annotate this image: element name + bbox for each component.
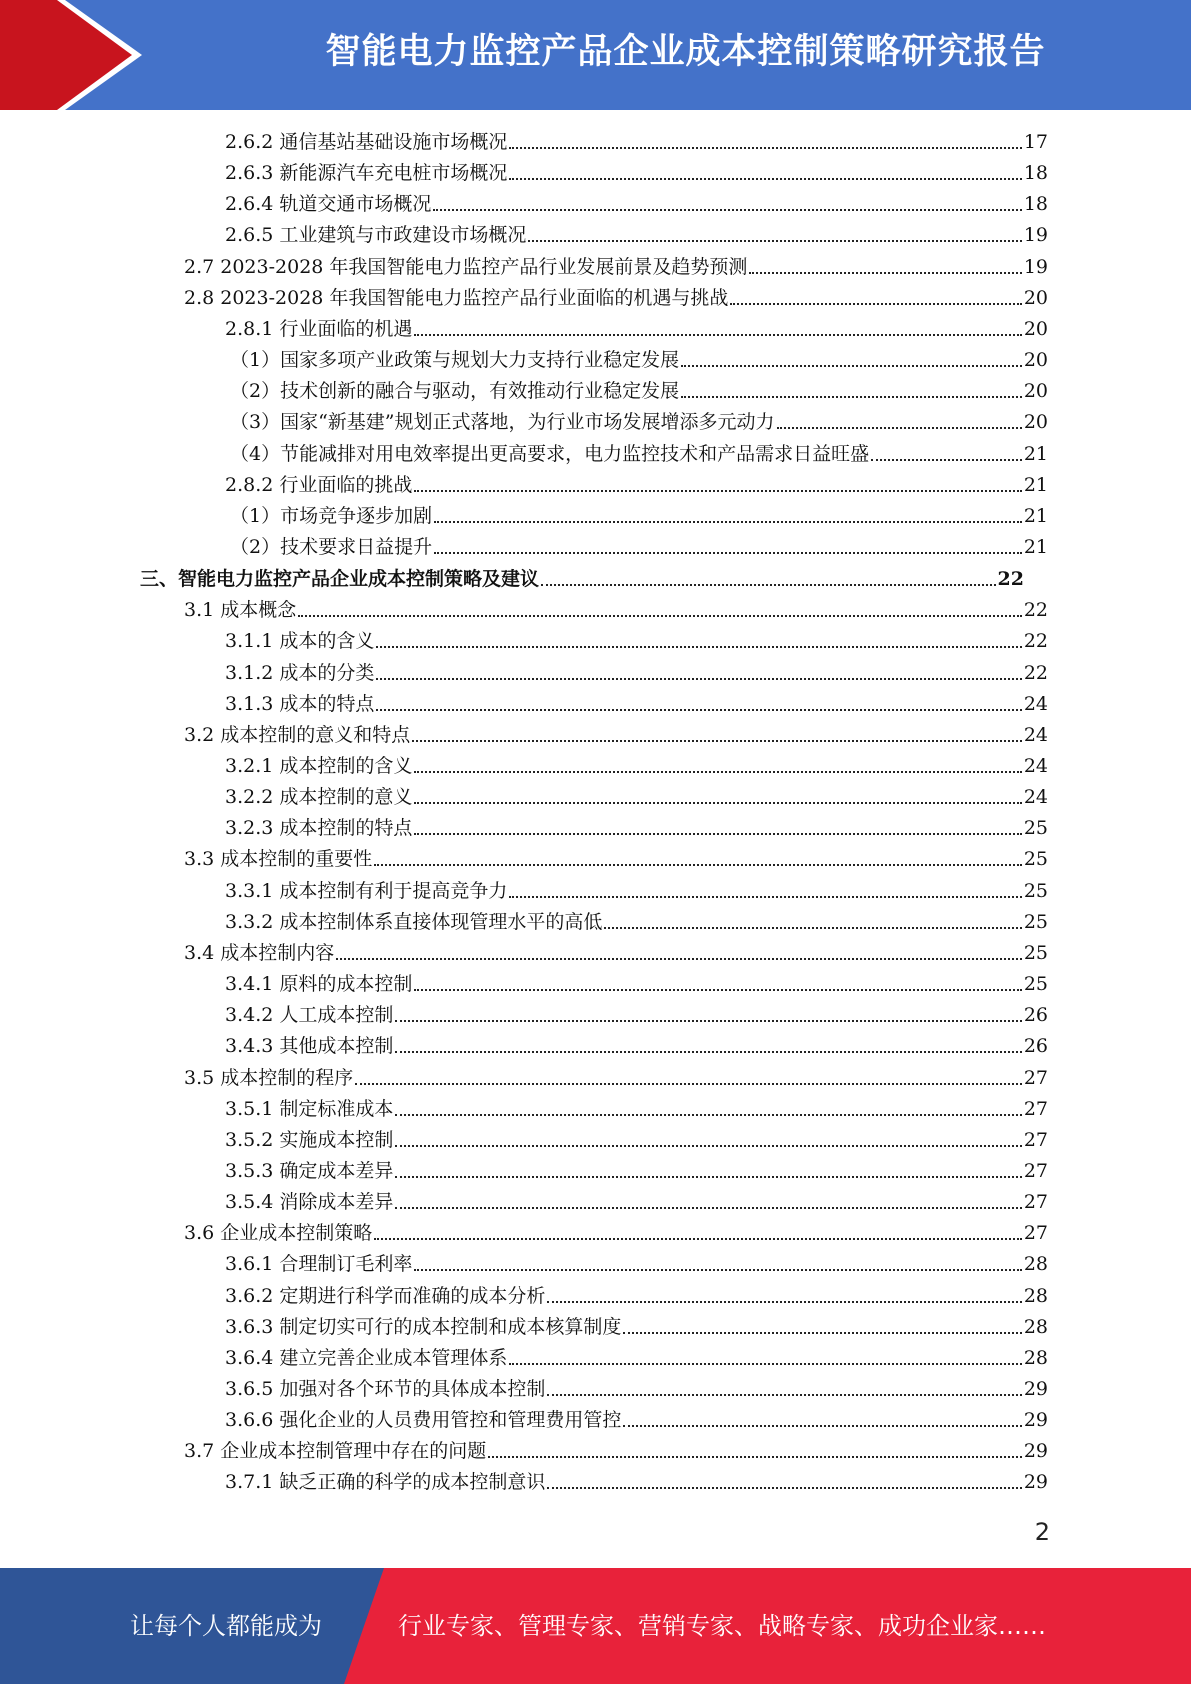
toc-entry-title: 3.5.4 消除成本差异 [225, 1191, 394, 1213]
toc-entry-page-number: 27 [1023, 1098, 1048, 1120]
toc-entry[interactable] [225, 1250, 1048, 1278]
toc-entry-page-number: 25 [1023, 973, 1048, 995]
toc-entry-page-number: 21 [1023, 474, 1048, 496]
toc-entry-title: 3.4 成本控制内容 [184, 942, 335, 964]
toc-leader-dots [414, 490, 1021, 492]
toc-leader-dots [298, 615, 1022, 617]
toc-entry-title: 2.8.1 行业面临的机遇 [225, 318, 413, 340]
toc-entry-page-number: 18 [1023, 162, 1048, 184]
toc-entry-page-number: 27 [1023, 1191, 1048, 1213]
toc-leader-dots [541, 584, 996, 586]
toc-entry-page-number: 28 [1023, 1253, 1048, 1275]
toc-leader-dots [433, 209, 1021, 211]
toc-leader-dots [730, 303, 1021, 305]
toc-entry[interactable] [230, 408, 1048, 436]
toc-entry-title: 3.1 成本概念 [184, 599, 297, 621]
toc-entry-title: 3.7 企业成本控制管理中存在的问题 [184, 1440, 487, 1462]
toc-leader-dots [376, 678, 1021, 680]
toc-entry-page-number: 22 [997, 568, 1024, 590]
toc-entry[interactable] [225, 1406, 1048, 1434]
toc-entry[interactable] [184, 721, 1048, 749]
toc-entry-page-number: 22 [1023, 630, 1048, 652]
toc-entry-page-number: 21 [1023, 443, 1048, 465]
toc-leader-dots [528, 240, 1021, 242]
toc-entry-title: 3.6.2 定期进行科学而准确的成本分析 [225, 1285, 546, 1307]
toc-entry-page-number: 20 [1023, 349, 1048, 371]
toc-leader-dots [681, 365, 1022, 367]
footer-slogan-left: 让每个人都能成为 [130, 1612, 322, 1640]
toc-entry-page-number: 27 [1023, 1222, 1048, 1244]
toc-leader-dots [414, 989, 1021, 991]
toc-entry-title: （1）国家多项产业政策与规划大力支持行业稳定发展 [230, 349, 680, 371]
toc-leader-dots [414, 334, 1021, 336]
toc-entry[interactable] [184, 845, 1048, 873]
toc-entry-page-number: 27 [1023, 1129, 1048, 1151]
toc-entry[interactable] [225, 690, 1048, 718]
toc-leader-dots [434, 521, 1022, 523]
toc-entry[interactable] [225, 128, 1048, 156]
toc-entry[interactable] [230, 346, 1048, 374]
toc-entry[interactable] [225, 908, 1048, 936]
toc-entry-title: 3.5 成本控制的程序 [184, 1067, 354, 1089]
toc-entry-title: 3.4.3 其他成本控制 [225, 1035, 394, 1057]
toc-entry[interactable] [230, 502, 1048, 530]
toc-entry-page-number: 25 [1023, 817, 1048, 839]
toc-leader-dots [412, 740, 1022, 742]
toc-leader-dots [374, 1238, 1022, 1240]
toc-entry-title: 3.2.2 成本控制的意义 [225, 786, 413, 808]
toc-entry-page-number: 20 [1023, 318, 1048, 340]
toc-entry[interactable] [225, 315, 1048, 343]
toc-entry-page-number: 21 [1023, 505, 1048, 527]
toc-entry[interactable] [225, 1157, 1048, 1185]
toc-entry[interactable] [184, 596, 1048, 624]
toc-leader-dots [374, 864, 1022, 866]
toc-entry-page-number: 20 [1023, 380, 1048, 402]
toc-entry-page-number: 20 [1023, 411, 1048, 433]
footer-banner [0, 1568, 1191, 1684]
toc-entry-page-number: 26 [1023, 1035, 1048, 1057]
toc-entry[interactable] [225, 1375, 1048, 1403]
toc-entry-page-number: 24 [1023, 755, 1048, 777]
toc-entry[interactable] [230, 533, 1048, 561]
toc-leader-dots [414, 833, 1021, 835]
toc-leader-dots [777, 427, 1022, 429]
toc-leader-dots [488, 1456, 1022, 1458]
toc-entry-page-number: 27 [1023, 1160, 1048, 1182]
toc-entry[interactable] [225, 1001, 1048, 1029]
toc-entry-title: 2.6.5 工业建筑与市政建设市场概况 [225, 224, 527, 246]
toc-entry-title: 3.6 企业成本控制策略 [184, 1222, 373, 1244]
toc-leader-dots [871, 459, 1022, 461]
toc-entry-title: 3.6.5 加强对各个环节的具体成本控制 [225, 1378, 546, 1400]
toc-leader-dots [376, 646, 1021, 648]
toc-entry-title: 三、智能电力监控产品企业成本控制策略及建议 [140, 568, 540, 590]
toc-entry-title: 3.1.2 成本的分类 [225, 662, 375, 684]
toc-entry-title: 2.6.2 通信基站基础设施市场概况 [225, 131, 508, 153]
toc-entry-title: 3.2.1 成本控制的含义 [225, 755, 413, 777]
toc-entry-page-number: 21 [1023, 536, 1048, 558]
toc-entry-title: （2）技术要求日益提升 [230, 536, 433, 558]
toc-entry-title: 3.5.1 制定标准成本 [225, 1098, 394, 1120]
toc-entry-title: 3.3 成本控制的重要性 [184, 848, 373, 870]
toc-entry[interactable] [184, 284, 1048, 312]
toc-entry[interactable] [184, 939, 1048, 967]
toc-leader-dots [604, 927, 1021, 929]
toc-entry-title: 3.4.1 原料的成本控制 [225, 973, 413, 995]
toc-entry[interactable] [225, 814, 1048, 842]
toc-entry-title: 3.1.3 成本的特点 [225, 693, 375, 715]
toc-leader-dots [547, 1394, 1021, 1396]
toc-entry-page-number: 19 [1023, 224, 1048, 246]
toc-leader-dots [749, 272, 1021, 274]
toc-entry[interactable] [225, 190, 1048, 218]
toc-entry-title: 3.6.1 合理制订毛利率 [225, 1253, 413, 1275]
toc-entry-page-number: 24 [1023, 786, 1048, 808]
toc-leader-dots [414, 1269, 1021, 1271]
toc-entry[interactable] [230, 377, 1048, 405]
page-number: 2 [1034, 1518, 1050, 1546]
toc-leader-dots [623, 1425, 1021, 1427]
toc-entry-title: 3.1.1 成本的含义 [225, 630, 375, 652]
toc-entry-page-number: 26 [1023, 1004, 1048, 1026]
report-title: 智能电力监控产品企业成本控制策略研究报告 [325, 32, 1046, 72]
toc-entry-title: 2.6.3 新能源汽车充电桩市场概况 [225, 162, 508, 184]
toc-entry-page-number: 29 [1023, 1471, 1048, 1493]
toc-entry-page-number: 22 [1023, 662, 1048, 684]
toc-entry-page-number: 28 [1023, 1285, 1048, 1307]
toc-leader-dots [395, 1145, 1021, 1147]
toc-entry-title: 3.6.4 建立完善企业成本管理体系 [225, 1347, 508, 1369]
toc-leader-dots [395, 1051, 1021, 1053]
toc-entry[interactable] [225, 1282, 1048, 1310]
toc-entry[interactable] [225, 627, 1048, 655]
toc-entry[interactable] [184, 1064, 1048, 1092]
toc-entry[interactable] [225, 1032, 1048, 1060]
toc-entry[interactable] [230, 440, 1048, 468]
toc-entry-page-number: 27 [1023, 1067, 1048, 1089]
toc-entry-title: （4）节能减排对用电效率提出更高要求，电力监控技术和产品需求日益旺盛 [230, 443, 870, 465]
toc-entry[interactable] [225, 1095, 1048, 1123]
toc-entry[interactable] [225, 159, 1048, 187]
toc-entry-title: （3）国家“新基建”规划正式落地，为行业市场发展增添多元动力 [230, 411, 775, 433]
toc-entry-page-number: 19 [1023, 256, 1048, 278]
toc-entry[interactable] [225, 1344, 1048, 1372]
toc-entry[interactable] [225, 1188, 1048, 1216]
toc-leader-dots [547, 1487, 1021, 1489]
toc-entry[interactable] [225, 659, 1048, 687]
toc-entry-page-number: 20 [1023, 287, 1048, 309]
toc-leader-dots [355, 1083, 1022, 1085]
toc-leader-dots [336, 958, 1022, 960]
toc-entry[interactable] [184, 253, 1048, 281]
toc-entry-title: 2.8.2 行业面临的挑战 [225, 474, 413, 496]
toc-entry[interactable] [225, 877, 1048, 905]
toc-entry-title: 3.4.2 人工成本控制 [225, 1004, 394, 1026]
toc-entry-page-number: 28 [1023, 1347, 1048, 1369]
toc-entry-title: 3.3.1 成本控制有利于提高竞争力 [225, 880, 508, 902]
toc-leader-dots [623, 1332, 1021, 1334]
toc-entry-page-number: 25 [1023, 880, 1048, 902]
toc-leader-dots [681, 396, 1022, 398]
toc-entry-title: （1）市场竞争逐步加剧 [230, 505, 433, 527]
toc-entry-page-number: 24 [1023, 693, 1048, 715]
toc-entry[interactable] [225, 471, 1048, 499]
toc-entry-page-number: 25 [1023, 942, 1048, 964]
toc-entry-page-number: 29 [1023, 1440, 1048, 1462]
toc-entry-page-number: 29 [1023, 1378, 1048, 1400]
toc-entry-title: 3.6.3 制定切实可行的成本控制和成本核算制度 [225, 1316, 622, 1338]
toc-entry-title: 3.5.3 确定成本差异 [225, 1160, 394, 1182]
toc-leader-dots [395, 1176, 1021, 1178]
toc-entry[interactable] [225, 752, 1048, 780]
toc-leader-dots [434, 552, 1022, 554]
toc-entry[interactable] [225, 1468, 1048, 1496]
toc-entry[interactable] [140, 565, 1024, 593]
toc-leader-dots [395, 1020, 1021, 1022]
toc-entry[interactable] [225, 1126, 1048, 1154]
toc-entry-title: 2.7 2023-2028 年我国智能电力监控产品行业发展前景及趋势预测 [184, 256, 748, 278]
toc-entry-title: 2.8 2023-2028 年我国智能电力监控产品行业面临的机遇与挑战 [184, 287, 729, 309]
toc-entry[interactable] [225, 221, 1048, 249]
toc-entry-title: 3.3.2 成本控制体系直接体现管理水平的高低 [225, 911, 603, 933]
toc-entry[interactable] [184, 1219, 1048, 1247]
toc-leader-dots [395, 1207, 1021, 1209]
toc-entry-page-number: 22 [1023, 599, 1048, 621]
toc-entry[interactable] [225, 1313, 1048, 1341]
toc-leader-dots [414, 802, 1021, 804]
toc-entry-title: （2）技术创新的融合与驱动，有效推动行业稳定发展 [230, 380, 680, 402]
toc-leader-dots [509, 896, 1021, 898]
toc-leader-dots [414, 771, 1021, 773]
toc-entry[interactable] [184, 1437, 1048, 1465]
toc-entry-page-number: 25 [1023, 848, 1048, 870]
toc-entry[interactable] [225, 783, 1048, 811]
toc-entry-title: 2.6.4 轨道交通市场概况 [225, 193, 432, 215]
toc-entry-title: 3.2.3 成本控制的特点 [225, 817, 413, 839]
toc-entry-page-number: 28 [1023, 1316, 1048, 1338]
toc-entry-title: 3.7.1 缺乏正确的科学的成本控制意识 [225, 1471, 546, 1493]
toc-leader-dots [509, 178, 1021, 180]
toc-leader-dots [395, 1114, 1021, 1116]
toc-entry-page-number: 29 [1023, 1409, 1048, 1431]
toc-entry-page-number: 25 [1023, 911, 1048, 933]
footer-slogan-right: 行业专家、管理专家、营销专家、战略专家、成功企业家…… [398, 1612, 1046, 1640]
toc-entry-title: 3.2 成本控制的意义和特点 [184, 724, 411, 746]
toc-entry[interactable] [225, 970, 1048, 998]
toc-leader-dots [509, 1363, 1021, 1365]
toc-leader-dots [509, 147, 1021, 149]
toc-entry-page-number: 17 [1023, 131, 1048, 153]
toc-leader-dots [376, 709, 1021, 711]
toc-entry-title: 3.6.6 强化企业的人员费用管控和管理费用管控 [225, 1409, 622, 1431]
toc-leader-dots [547, 1301, 1021, 1303]
toc-entry-page-number: 18 [1023, 193, 1048, 215]
toc-entry-title: 3.5.2 实施成本控制 [225, 1129, 394, 1151]
header-banner [0, 0, 1191, 110]
toc-entry-page-number: 24 [1023, 724, 1048, 746]
